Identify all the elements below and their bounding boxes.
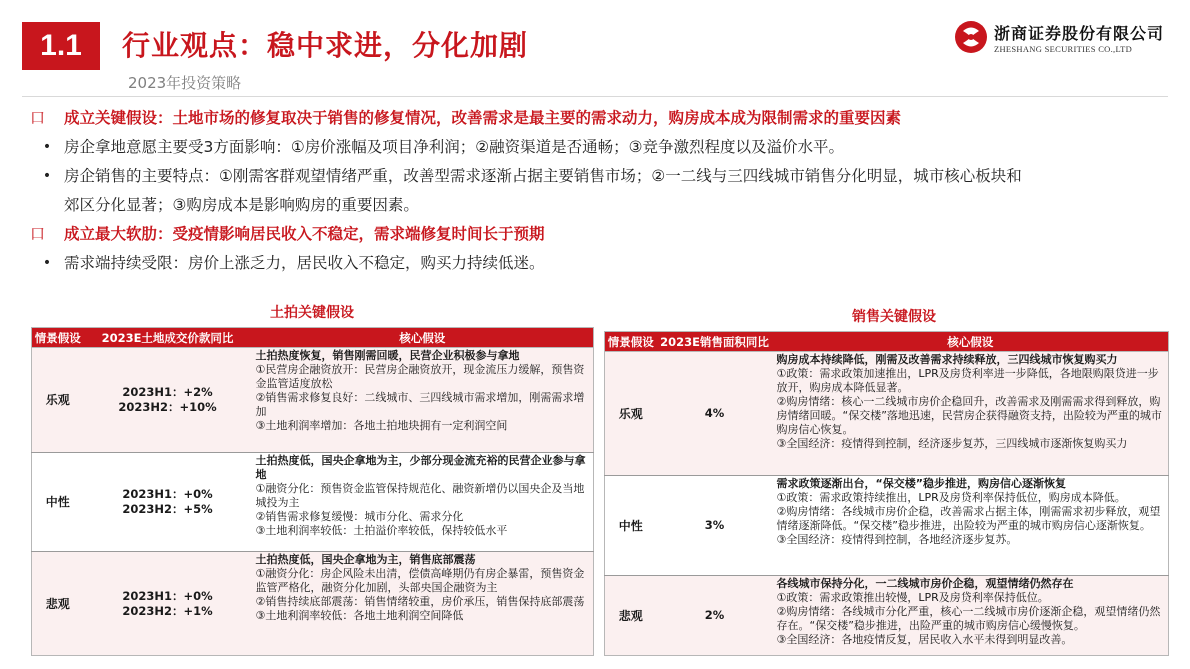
core-headline: 土拍热度低，国央企拿地为主，销售底部震荡 [255,553,476,566]
header-scenario: 情景假设 [605,332,657,352]
scenario-cell: 悲观 [605,576,657,656]
core-headline: 购房成本持续降低，刚需及改善需求持续释放，三四线城市恢复购买力 [776,353,1118,366]
table-header-row [32,328,594,348]
bullet-marker: 口 [30,225,46,243]
core-detail: ②销售需求修复缓慢：城市分化、需求分化 [255,510,464,523]
value-h2: 2023H2：+1% [122,603,213,618]
value-h2: 2023H2：+5% [122,502,213,516]
sales-table-title: 销售关键假设 [852,309,936,325]
scenario-cell: 乐观 [32,348,84,453]
core-detail: ②购房情绪：各线城市分化严重，核心一二线城市房价逐渐企稳，观望情绪仍然存在。“保交楼”稳步推进，出险严重的城市购房信心缓慢恢复。 [776,605,1161,632]
scenario-cell: 悲观 [32,552,84,656]
value-sales-growth: 3% [704,518,725,532]
bullet-point [30,249,1170,278]
land-assumption-table [31,327,594,656]
value-cell [657,352,773,476]
bullet-text: 成立关键假设：土地市场的修复取决于销售的修复情况，改善需求是最主要的需求动力，购房成本成为限制需求的重要因素 [64,109,902,127]
core-detail: ②销售持续底部震荡：销售情绪较重，房价承压，销售保持底部震荡 [255,595,585,608]
value-sales-growth: 2% [704,608,725,622]
value-cell [84,453,252,552]
table-header-row [605,332,1169,352]
table-row [32,453,594,552]
core-detail: ②销售需求修复良好：二线城市、三四线城市需求增加，刚需需求增加 [255,391,585,418]
table-row [32,348,594,453]
value-h1: 2023H1：+2% [122,385,213,399]
core-detail: ①融资分化：预售资金监管保持规范化、融资新增仍以国央企及当地城投为主 [255,482,585,509]
core-headline: 土拍热度低，国央企拿地为主，少部分现金流充裕的民营企业参与拿地 [255,454,586,481]
value-cell [657,576,773,656]
bullet-point [30,162,1170,191]
core-assumption-cell [252,453,594,552]
header-metric: 2023E土地成交价款同比 [84,328,252,348]
bullet-marker: • [42,139,52,155]
zheshang-logo-icon [954,20,988,54]
page-title: 行业观点：稳中求进，分化加剧 [122,29,529,62]
core-detail: ③全国经济：疫情得到控制，各地经济逐步复苏。 [776,533,1018,546]
core-headline: 需求政策逐渐出台，“保交楼”稳步推进，购房信心逐渐恢复 [776,477,1066,490]
header-scenario: 情景假设 [32,328,84,348]
logo-company-name-cn: 浙商证券股份有限公司 [993,23,1164,43]
bullet-text: 成立最大软肋：受疫情影响居民收入不稳定，需求端修复时间长于预期 [64,225,545,243]
core-headline: 土拍热度恢复，销售刚需回暖，民营企业积极参与拿地 [255,349,520,362]
scenario-cell: 中性 [605,476,657,576]
core-detail: ③土地利润率增加：各地土拍地块拥有一定利润空间 [255,419,508,432]
bullet-marker: 口 [30,109,46,127]
core-detail: ③土地利润率较低：土拍溢价率较低，保持较低水平 [255,524,508,537]
table-row [605,576,1169,656]
value-h1: 2023H1：+0% [122,588,213,603]
scenario-cell: 中性 [32,453,84,552]
core-detail: ②购房情绪：各线城市房价企稳，改善需求占据主体，刚需需求初步释放，观望情绪逐渐降低。“保交楼”稳步推进，出险较为严重的城市购房信心逐渐恢复。 [776,505,1161,532]
key-points-list [30,104,1170,278]
bullet-text: 房企拿地意愿主要受3方面影响：①房价涨幅及项目净利润；②融资渠道是否通畅；③竞争激烈程度以及溢价水平。 [64,138,845,156]
core-detail: ①民营房企融资放开：民营房企融资放开，现金流压力缓解，预售资金监管适度放松 [255,363,585,390]
table-row [605,476,1169,576]
core-detail: ③全国经济：疫情得到控制，经济逐步复苏，三四线城市逐渐恢复购买力 [776,437,1128,450]
key-weakness-point [30,220,1170,249]
core-detail: ①融资分化：房企风险未出清，偿债高峰期仍有房企暴雷，预售资金监管严格化，融资分化加剧，头部央国企融资为主 [255,567,585,594]
bullet-marker: • [42,255,52,271]
core-detail: ①政策：需求政策持续推出，LPR及房贷利率保持低位，购房成本降低。 [776,491,1126,504]
core-detail: ③土地利润率较低：各地土地利润空间降低 [255,609,464,622]
core-assumption-cell [773,352,1169,476]
bullet-text: 房企销售的主要特点：①刚需客群观望情绪严重，改善型需求逐渐占据主要销售市场；②一二线与三四线城市销售分化明显，城市核心板块和 [64,167,1022,185]
table-row [32,552,594,656]
company-logo [954,20,1164,54]
core-detail: ②购房情绪：核心一二线城市房价企稳回升，改善需求及刚需需求得到释放，购房情绪回暖。“保交楼”落地迅速，民营房企获得融资支持，出险较为严重的城市购房信心恢复。 [776,395,1162,436]
logo-company-name-en: ZHESHANG SECURITIES CO.,LTD [993,43,1133,54]
header-divider [22,96,1168,97]
table-row [605,352,1169,476]
core-assumption-cell [773,476,1169,576]
bullet-text: 郊区分化显著；③购房成本是影响购房的重要因素。 [64,196,419,214]
value-h2: 2023H2：+10% [118,400,217,414]
bullet-marker: • [42,168,52,184]
core-assumption-cell [773,576,1169,656]
bullet-text: 需求端持续受限：房价上涨乏力，居民收入不稳定，购买力持续低迷。 [64,254,545,272]
header-core-assumption: 核心假设 [252,328,594,348]
value-sales-growth: 4% [704,406,725,420]
page-subtitle: 2023年投资策略 [128,74,242,92]
core-detail: ③全国经济：各地疫情反复，居民收入水平未得到明显改善。 [776,633,1073,646]
core-assumption-cell [252,552,594,656]
key-assumption-point [30,104,1170,133]
header-core-assumption: 核心假设 [773,332,1169,352]
bullet-point-continuation [30,191,1170,220]
section-number-badge: 1.1 [22,22,100,70]
value-cell [84,348,252,453]
core-detail: ①政策：需求政策加速推出，LPR及房贷利率进一步降低，各地限购限贷进一步放开，购房成本降低显著。 [776,367,1159,394]
value-cell [84,552,252,656]
scenario-cell: 乐观 [605,352,657,476]
bullet-point [30,133,1170,162]
sales-assumption-table [604,331,1169,656]
core-assumption-cell [252,348,594,453]
value-cell [657,476,773,576]
core-detail: ①政策：需求政策推出较慢，LPR及房贷利率保持低位。 [776,591,1049,604]
value-h1: 2023H1：+0% [122,487,213,501]
core-headline: 各线城市保持分化，一二线城市房价企稳，观望情绪仍然存在 [776,577,1074,590]
land-table-title: 土拍关键假设 [270,305,354,321]
header-metric: 2023E销售面积同比 [657,332,773,352]
